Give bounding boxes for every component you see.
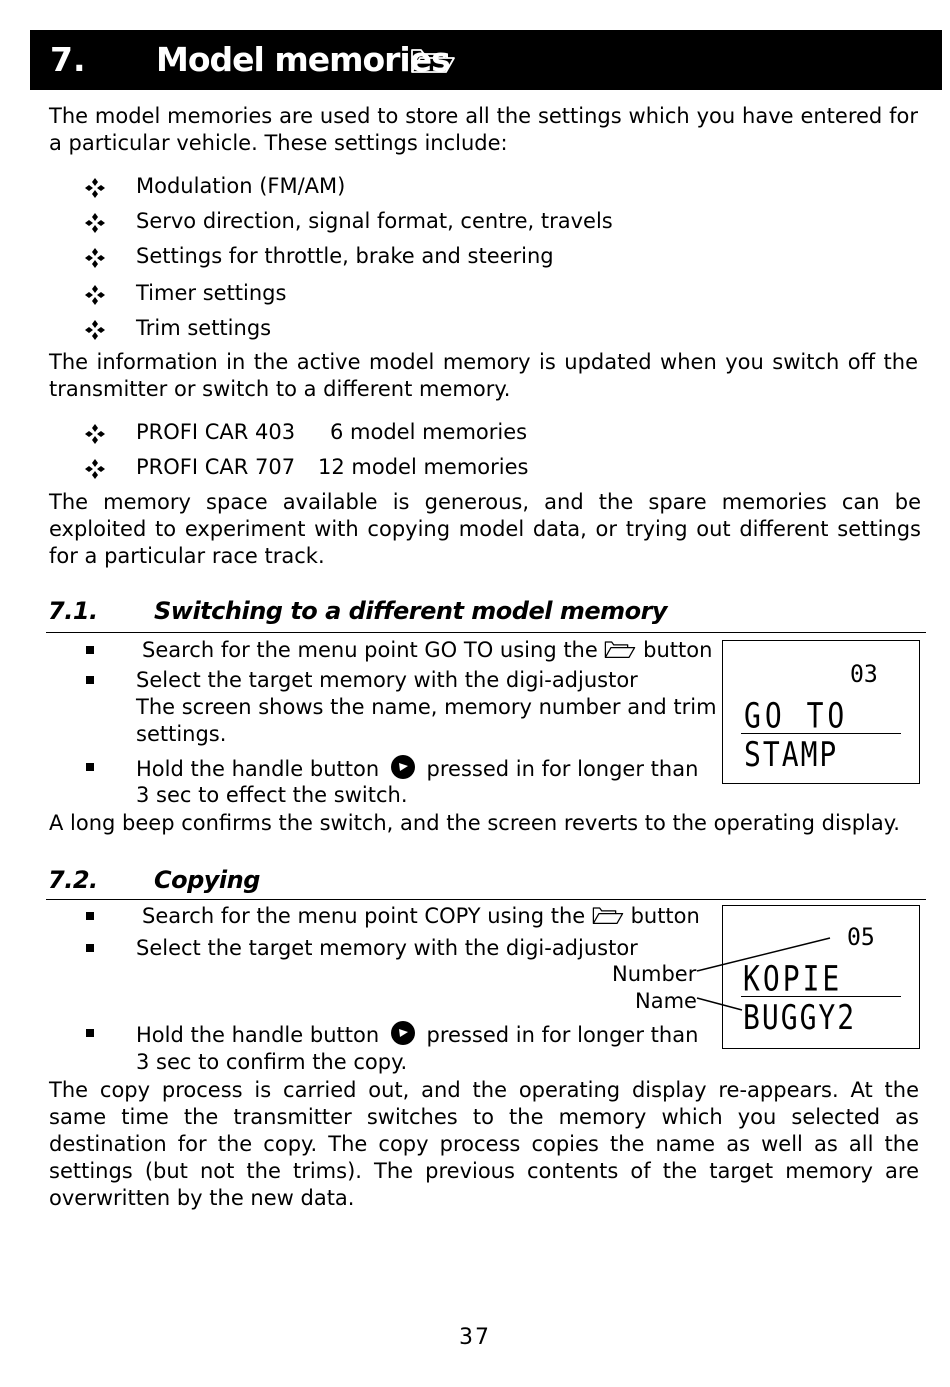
lcd-display — [722, 640, 920, 784]
section-heading — [48, 866, 260, 894]
four-diamond-bullet-icon — [84, 247, 106, 269]
lcd-line1: GO TO — [744, 695, 849, 737]
section-rule — [46, 899, 926, 900]
chapter-title-bar — [30, 30, 942, 90]
step-text: Select the target memory with the digi-adjustor — [136, 668, 638, 692]
memory-paragraph: The memory space available is generous, and the spare memories can be exploited to experiment with copying model data, or trying out different settings for a particular race track. — [49, 490, 921, 568]
list-item: Timer settings — [136, 281, 287, 305]
square-bullet-icon — [86, 676, 94, 684]
square-bullet-icon — [86, 646, 94, 654]
model-name: PROFI CAR 707 — [136, 455, 296, 479]
page-number: 37 — [459, 1325, 491, 1350]
step-text: Hold the handle button pressed in for longer than — [136, 754, 698, 783]
step-text: Hold the handle button pressed in for longer than — [136, 1020, 698, 1049]
label-number: Number — [612, 962, 697, 986]
handle-button-icon — [390, 1020, 416, 1046]
closing-text: A long beep confirms the switch, and the screen reverts to the operating display. — [49, 811, 900, 835]
step-text: Search for the menu point COPY using the button — [142, 904, 700, 928]
update-paragraph: The information in the active model memory is updated when you switch off the transmitter or switch to a different memory. — [49, 350, 918, 401]
section-number: 7.1. — [48, 597, 98, 625]
model-memories: 12 model memories — [318, 455, 529, 479]
lcd-memory-number: 03 — [850, 661, 878, 689]
folder-icon — [604, 639, 636, 659]
chapter-number: 7. — [50, 40, 86, 79]
intro-paragraph: The model memories are used to store all the settings which you have entered for a particular vehicle. These settings include: — [49, 104, 918, 155]
name-leader-line — [697, 998, 742, 1010]
four-diamond-bullet-icon — [84, 212, 106, 234]
step-text: The screen shows the name, memory number and trim — [136, 695, 717, 719]
list-item: Trim settings — [136, 316, 272, 340]
model-memories: 6 model memories — [330, 420, 528, 444]
callout-lines — [690, 930, 843, 1030]
step-text: 3 sec to confirm the copy. — [136, 1050, 408, 1074]
number-leader-line — [697, 938, 830, 971]
lcd-line1: KOPIE — [743, 958, 843, 1000]
lcd-line2: BUGGY2 — [743, 998, 857, 1038]
chapter-title: Model memories — [156, 40, 450, 79]
list-item: Modulation (FM/AM) — [136, 174, 346, 198]
four-diamond-bullet-icon — [84, 284, 106, 306]
step-text: Select the target memory with the digi-adjustor — [136, 936, 638, 960]
label-name: Name — [635, 989, 697, 1013]
section-heading — [48, 597, 668, 625]
step-text: settings. — [136, 722, 227, 746]
folder-icon — [410, 46, 456, 74]
step-text: 3 sec to effect the switch. — [136, 783, 408, 807]
folder-icon — [592, 905, 624, 925]
section-title: Copying — [154, 866, 260, 894]
lcd-divider — [741, 733, 901, 734]
section-rule — [46, 632, 926, 633]
closing-text: The copy process is carried out, and the operating display re-appears. At the same time the transmitter switches to the memory which you selected as destination for the copy. The copy process copies the name as well as all the settings (but not the trims). The previous contents of the target memory are overwritten by the new data. — [49, 1078, 919, 1210]
four-diamond-bullet-icon — [84, 319, 106, 341]
list-item: Servo direction, signal format, centre, travels — [136, 209, 613, 233]
square-bullet-icon — [86, 1029, 94, 1037]
list-item: Settings for throttle, brake and steering — [136, 244, 554, 268]
model-name: PROFI CAR 403 — [136, 420, 296, 444]
step-text: Search for the menu point GO TO using the button — [142, 638, 713, 662]
section-title: Switching to a different model memory — [154, 597, 668, 625]
square-bullet-icon — [86, 944, 94, 952]
handle-button-icon — [390, 754, 416, 780]
section-number: 7.2. — [48, 866, 98, 894]
four-diamond-bullet-icon — [84, 423, 106, 445]
four-diamond-bullet-icon — [84, 458, 106, 480]
lcd-line2: STAMP — [744, 735, 839, 775]
square-bullet-icon — [86, 763, 94, 771]
four-diamond-bullet-icon — [84, 177, 106, 199]
lcd-memory-number: 05 — [847, 924, 875, 952]
square-bullet-icon — [86, 912, 94, 920]
